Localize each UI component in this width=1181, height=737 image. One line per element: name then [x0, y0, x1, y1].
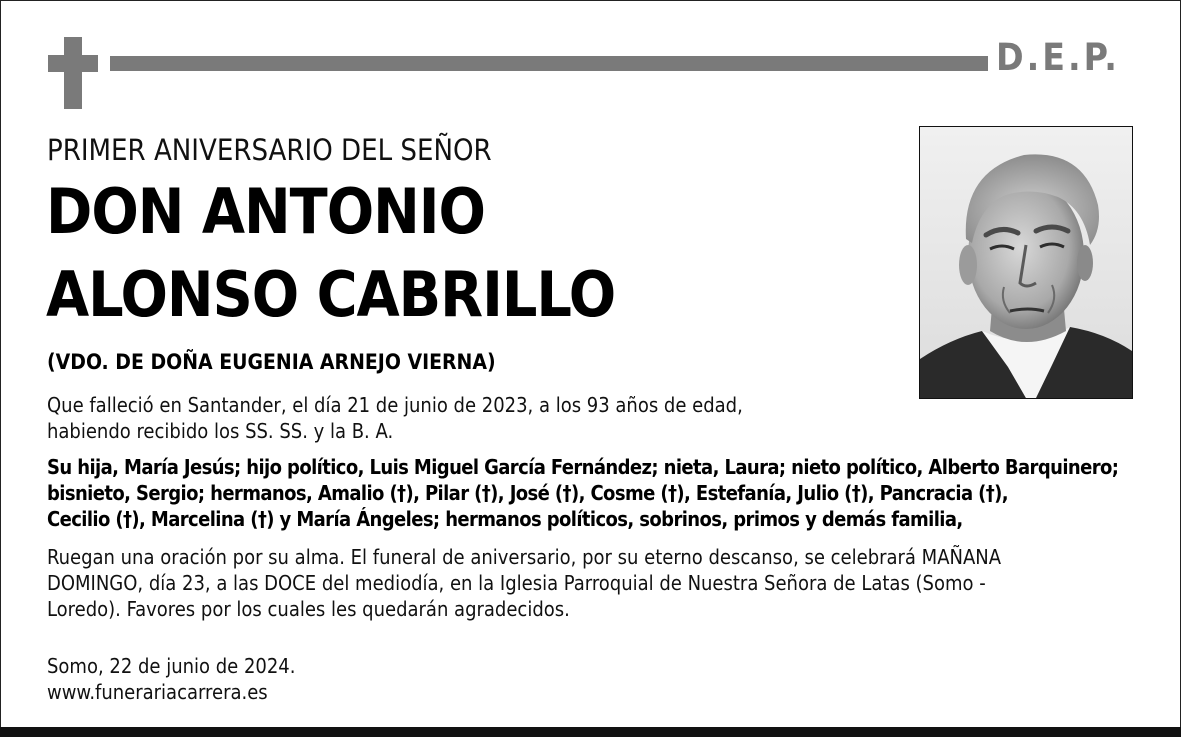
cross-icon-bar [48, 55, 98, 72]
family-line: Cecilio (†), Marcelina (†) y María Ángeles; hermanos políticos, sobrinos, primos y demás familia, [47, 507, 963, 531]
portrait-image [920, 127, 1132, 398]
death-line: habiendo recibido los SS. SS. y la B. A. [47, 419, 394, 443]
service-line: Loredo). Favores por los cuales les quedarán agradecidos. [47, 597, 570, 621]
place-date: Somo, 22 de junio de 2024. [47, 654, 296, 678]
portrait-photo [919, 126, 1133, 399]
deceased-name-line-2: ALONSO CABRILLO [46, 258, 616, 331]
family-paragraph [47, 454, 1118, 532]
deceased-name-line-1: DON ANTONIO [46, 175, 485, 248]
signature-block [47, 653, 295, 705]
header-rule [110, 56, 988, 71]
death-paragraph [47, 392, 743, 444]
family-line: bisnieto, Sergio; hermanos, Amalio (†), Pilar (†), José (†), Cosme (†), Estefanía, Julio (†), Pancracia (†), [47, 481, 1009, 505]
dep-label: D.E.P. [996, 36, 1120, 79]
service-paragraph [47, 544, 1001, 622]
widow-of-line: (VDO. DE DOÑA EUGENIA ARNEJO VIERNA) [47, 350, 496, 374]
bottom-bar [0, 727, 1181, 737]
pre-title: PRIMER ANIVERSARIO DEL SEÑOR [47, 133, 492, 167]
website-link[interactable]: www.funerariacarrera.es [47, 680, 268, 704]
death-line: Que falleció en Santander, el día 21 de junio de 2023, a los 93 años de edad, [47, 393, 743, 417]
family-line: Su hija, María Jesús; hijo político, Luis Miguel García Fernández; nieta, Laura; nieto político, Alberto Barquinero; [47, 455, 1119, 479]
service-line: DOMINGO, día 23, a las DOCE del mediodía, en la Iglesia Parroquial de Nuestra Señora de Latas (Somo - [47, 571, 986, 595]
service-line: Ruegan una oración por su alma. El funeral de aniversario, por su eterno descanso, se celebrará MAÑANA [47, 545, 1002, 569]
cross-icon [64, 37, 82, 109]
